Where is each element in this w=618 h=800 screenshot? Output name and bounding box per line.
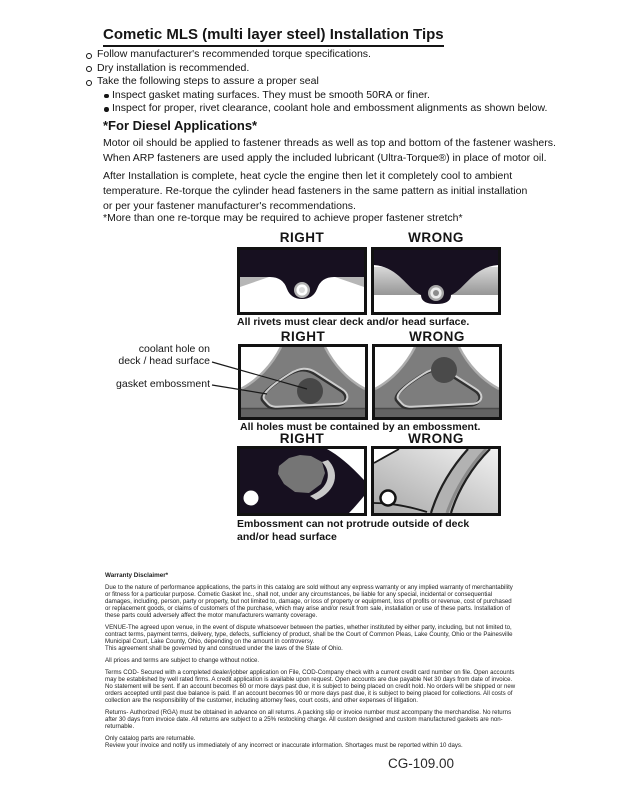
legal-section: Review your invoice and notify us immediately of any incorrect or inaccurate information. Shortages must be reported within 10 days. [105, 742, 463, 749]
bullet-item: Dry installation is recommended. [86, 62, 547, 76]
rivet-clearance-wrong-diagram [371, 247, 501, 315]
coolant-hole-label [108, 344, 210, 367]
label-line: coolant hole on [138, 343, 210, 355]
legal-section: Only catalog parts are returnable. [105, 735, 196, 742]
paragraph-line: When ARP fasteners are used apply the included lubricant (Ultra-Torque®) in place of motor oil. [103, 152, 547, 164]
paragraph-line: or per your fastener manufacturer's recommendations. [103, 200, 356, 212]
paragraph-line: Motor oil should be applied to fastener threads as well as top and bottom of the fastener washers. [103, 137, 556, 149]
sub-bullet-item: Inspect for proper, rivet clearance, coolant hole and embossment alignments as shown below. [86, 102, 547, 116]
diesel-paragraph-1 [103, 136, 556, 166]
paragraph-line: After Installation is complete, heat cycle the engine then let it completely cool to ambient [103, 170, 513, 182]
retorque-note: *More than one re-torque may be required to achieve proper fastener stretch* [103, 212, 463, 224]
legal-section: VENUE-The agreed upon venue, in the event of dispute whatsoever between the parties, whether instituted by either party, including, but not limited to, contract terms, payment terms, delivery, type, defects, sufficiency of product, shall be the Court of Common Pleas, Lake County, Ohio or the Painesville Municipal Court, Lake County, Ohio, depending on the amount in controversy. [105, 624, 513, 645]
legal-block [105, 572, 518, 749]
caption-line: and/or head surface [237, 531, 337, 543]
gasket-embossment-label: gasket embossment [116, 378, 210, 390]
caption-line: Embossment can not protrude outside of deck [237, 518, 470, 530]
warranty-disclaimer-heading: Warranty Disclaimer* [105, 572, 169, 579]
page-code: CG-109.00 [388, 756, 455, 771]
legal-section: This agreement shall be governed by and construed under the laws of the State of Ohio. [105, 645, 343, 652]
right-label-row3: RIGHT [279, 431, 325, 446]
right-label-row1: RIGHT [279, 230, 325, 245]
installation-tips-list [86, 48, 547, 116]
wrong-label-row3: WRONG [408, 431, 464, 446]
deck-edge-wrong-diagram [371, 446, 501, 516]
bullet-item: Follow manufacturer's recommended torque specifications. [86, 48, 547, 62]
label-line: deck / head surface [118, 354, 210, 367]
legal-section: Returns- Authorized (RGA) must be obtained in advance on all returns. A packing slip or invoice number must accompany the merchandise. No returns after 30 days from invoice date. All returns are subject to a 25% restocking charge. All custom designed and custom manufactured gaskets are non-returnable. [105, 709, 512, 730]
embossment-containment-wrong-diagram [372, 344, 502, 420]
row2-caption: All holes must be contained by an embossment. [240, 421, 481, 433]
page-title: Cometic MLS (multi layer steel) Installation Tips [103, 26, 444, 47]
diesel-applications-heading: *For Diesel Applications* [103, 118, 258, 133]
legal-section: All prices and terms are subject to change without notice. [105, 657, 260, 664]
row1-caption: All rivets must clear deck and/or head surface. [237, 316, 470, 328]
paragraph-line: temperature. Re-torque the cylinder head fasteners in the same pattern as initial installation [103, 185, 528, 197]
sub-bullet-item: Inspect gasket mating surfaces. They must be smooth 50RA or finer. [86, 89, 547, 103]
bullet-item: Take the following steps to assure a proper seal [86, 75, 547, 89]
wrong-label-row2: WRONG [409, 329, 465, 344]
row3-caption [237, 518, 469, 544]
rivet-clearance-right-diagram [237, 247, 367, 315]
leader-lines [203, 351, 315, 399]
diesel-paragraph-2 [103, 169, 527, 214]
wrong-label-row1: WRONG [408, 230, 464, 245]
legal-section: Terms COD- Secured with a completed dealer/jobber application on File, COD-Company check with a current credit card number on file. Open accounts may be established by well rated firms. A credit application is available upon request. Open accounts are due payable Net 30 days from date of invoice. No statement will be sent. If an account becomes 60 or more days past due, it is subject to being placed on credit hold. No orders will be shipped or new orders accepted until past due balance is paid. If an account becomes 90 or more days past due, it is subject to being placed for collections. All costs of collection are the responsibility of the customer, including attorney fees, court costs, and other expenses of litigation. [105, 669, 516, 704]
deck-edge-right-diagram [237, 446, 367, 516]
legal-section: Due to the nature of performance applications, the parts in this catalog are sold without any express warranty or any implied warranty of merchantability or fitness for a particular purpose. Cometic Gasket Inc., shall not, under any circumstances, be liable for any special, incidental or consequential damages, including, person, party or property, but not limited to, damage, or loss of property or equipment, loss of profits or revenue, cost of purchased or replacement goods, or claims of customers of the purchase, which may arise and/or result from sale, installation or use of these parts. Installation of these parts could adversely affect the motor manufacturers warranty coverage. [105, 584, 513, 619]
right-label-row2: RIGHT [280, 329, 326, 344]
